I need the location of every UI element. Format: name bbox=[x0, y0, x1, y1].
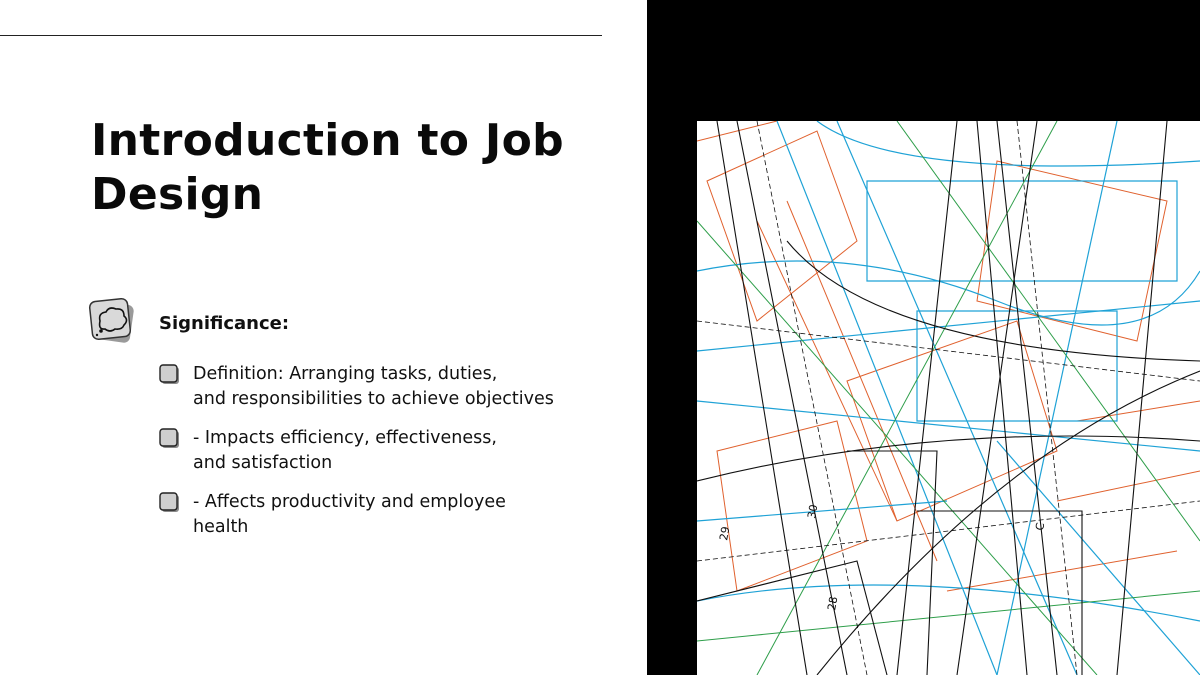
bullet-text: - Affects productivity and employee health bbox=[193, 492, 506, 537]
square-bullet-icon bbox=[158, 491, 182, 515]
section-heading: Significance: bbox=[159, 313, 290, 334]
thinking-bubble-icon bbox=[88, 297, 138, 347]
slide-title: Introduction to Job Design bbox=[91, 115, 564, 220]
bullet-text: - Impacts efficiency, effectiveness, and satisfaction bbox=[193, 428, 497, 473]
bullet-item bbox=[158, 490, 598, 540]
svg-text:C: C bbox=[1033, 521, 1048, 532]
square-bullet-icon bbox=[158, 363, 182, 387]
svg-text:29: 29 bbox=[717, 525, 733, 542]
square-bullet-icon bbox=[158, 427, 182, 451]
svg-text:30: 30 bbox=[805, 503, 821, 520]
bullet-item bbox=[158, 426, 598, 476]
sewing-pattern-image bbox=[697, 121, 1200, 675]
top-rule bbox=[0, 35, 602, 36]
svg-text:28: 28 bbox=[825, 595, 841, 612]
bullet-text: Definition: Arranging tasks, duties, and responsibilities to achieve objectives bbox=[193, 364, 554, 409]
bullet-item bbox=[158, 362, 598, 412]
bullet-list bbox=[158, 362, 598, 554]
